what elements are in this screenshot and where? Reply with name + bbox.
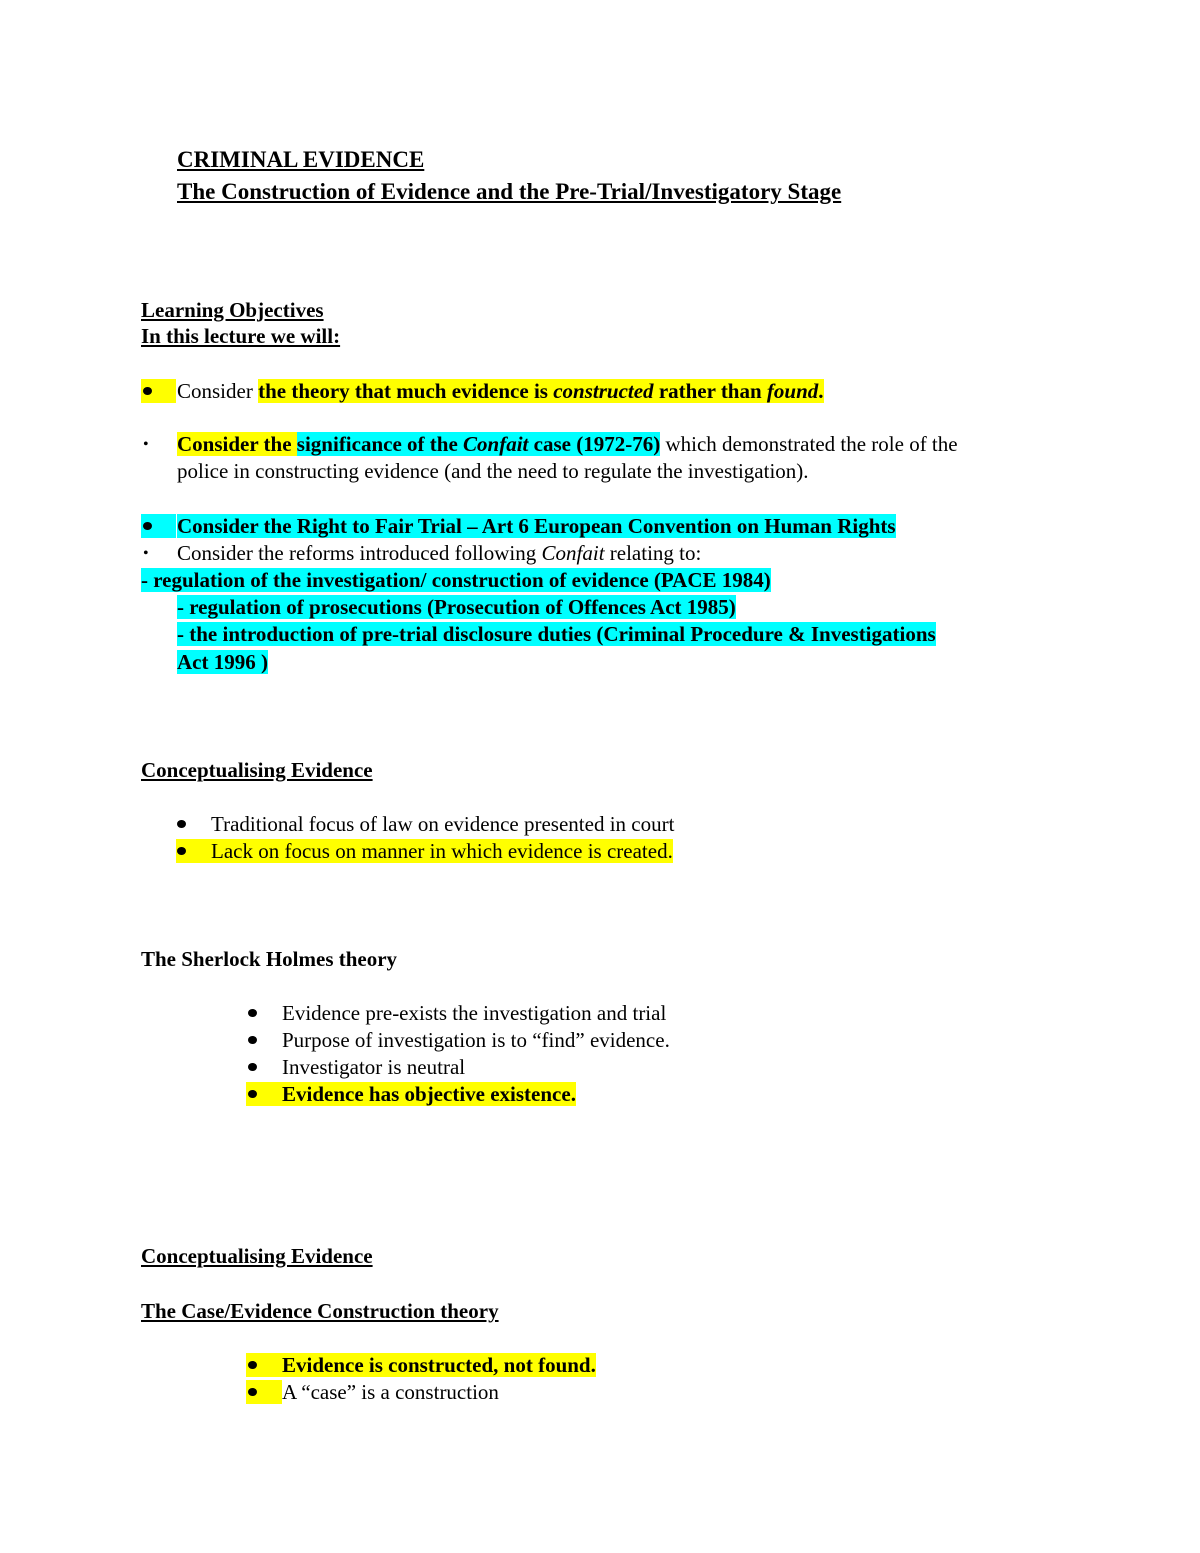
section-heading-sherlock: The Sherlock Holmes theory	[141, 947, 398, 971]
list-item: Evidence pre-exists the investigation and trial	[282, 1001, 667, 1025]
list-item: Traditional focus of law on evidence presented in court	[211, 812, 675, 836]
bullet-icon	[143, 522, 152, 530]
small-bullet-icon: •	[143, 545, 149, 562]
list-item: A “case” is a construction	[282, 1380, 499, 1404]
objectives-heading: Learning Objectives	[141, 298, 324, 322]
list-item: Evidence has objective existence.	[282, 1082, 576, 1106]
list-item: Evidence is constructed, not found.	[282, 1353, 596, 1377]
section-subheading-construction: The Case/Evidence Construction theory	[141, 1299, 499, 1323]
objective-2-line2: police in constructing evidence (and the need to regulate the investigation).	[177, 459, 809, 483]
bullet-icon	[248, 1009, 257, 1017]
bullet-icon	[248, 1063, 257, 1071]
section-heading-conceptualising: Conceptualising Evidence	[141, 758, 373, 782]
objective-4: Consider the reforms introduced following Confait relating to:	[177, 541, 702, 565]
objective-5: - regulation of the investigation/ construction of evidence (PACE 1984)	[141, 568, 771, 592]
bullet-icon	[177, 847, 186, 855]
objective-8: Act 1996 )	[177, 650, 268, 674]
bullet-icon	[248, 1036, 257, 1044]
list-item: Investigator is neutral	[282, 1055, 466, 1079]
bullet-icon	[248, 1388, 257, 1396]
objective-2: Consider the significance of the Confait case (1972-76) which demonstrated the role of the	[177, 432, 958, 456]
bullet-icon	[143, 387, 152, 395]
list-item: Lack on focus on manner in which evidence is created.	[211, 839, 673, 863]
objective-7: - the introduction of pre-trial disclosure duties (Criminal Procedure & Investigations	[177, 622, 936, 646]
objective-6: - regulation of prosecutions (Prosecution of Offences Act 1985)	[177, 595, 736, 619]
bullet-icon	[248, 1090, 257, 1098]
bullet-icon	[248, 1361, 257, 1369]
doc-title: CRIMINAL EVIDENCE	[177, 147, 425, 172]
small-bullet-icon: •	[143, 436, 149, 453]
bullet-icon	[177, 820, 186, 828]
objectives-intro: In this lecture we will:	[141, 324, 341, 348]
objective-3: Consider the Right to Fair Trial – Art 6 European Convention on Human Rights	[177, 514, 896, 538]
section-heading-conceptualising-2: Conceptualising Evidence	[141, 1244, 373, 1268]
list-item: Purpose of investigation is to “find” evidence.	[282, 1028, 670, 1052]
doc-subtitle: The Construction of Evidence and the Pre-Trial/Investigatory Stage	[177, 179, 842, 204]
objective-1: Consider the theory that much evidence is constructed rather than found.	[177, 379, 824, 403]
